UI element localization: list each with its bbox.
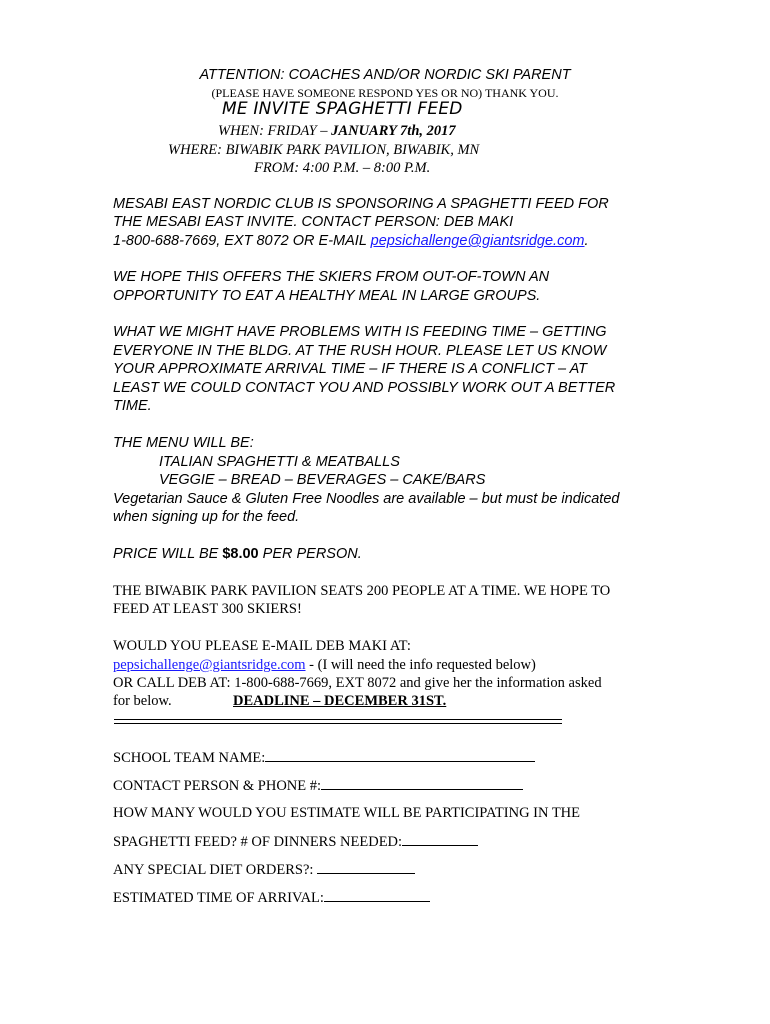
from-line: FROM: 4:00 P.M. – 8:00 P.M. bbox=[254, 160, 431, 176]
intro-line-3-end: . bbox=[584, 233, 589, 249]
email-request-note: - (I will need the info requested below) bbox=[305, 657, 536, 673]
email-request-line-3: OR CALL DEB AT: 1-800-688-7669, EXT 8072 and give her the information asked bbox=[113, 675, 602, 691]
email-request-line-4: for below. bbox=[113, 693, 172, 709]
intro-line-2: THE MESABI EAST INVITE. CONTACT PERSON: DEB MAKI bbox=[113, 214, 514, 230]
intro-line-3-text: 1-800-688-7669, EXT 8072 OR E-MAIL bbox=[113, 233, 371, 249]
diet-blank[interactable] bbox=[317, 860, 415, 874]
team-name-blank[interactable] bbox=[265, 748, 535, 762]
dinners-label: SPAGHETTI FEED? # OF DINNERS NEEDED: bbox=[113, 834, 403, 850]
menu-item-veggie: VEGGIE – BREAD – BEVERAGES – CAKE/BARS bbox=[159, 472, 486, 488]
problems-line-3: YOUR APPROXIMATE ARRIVAL TIME – IF THERE IS A CONFLICT – AT bbox=[113, 361, 588, 377]
arrival-blank[interactable] bbox=[324, 888, 430, 902]
arrival-label: ESTIMATED TIME OF ARRIVAL: bbox=[113, 890, 324, 906]
price-amount: $8.00 bbox=[222, 546, 259, 562]
menu-heading: THE MENU WILL BE: bbox=[113, 435, 254, 451]
team-name-label: SCHOOL TEAM NAME: bbox=[113, 750, 266, 766]
pavilion-line-2: FEED AT LEAST 300 SKIERS! bbox=[113, 601, 302, 617]
diet-row bbox=[113, 860, 415, 879]
deadline: DEADLINE – DECEMBER 31ST. bbox=[233, 693, 447, 709]
diet-label: ANY SPECIAL DIET ORDERS?: bbox=[113, 862, 318, 878]
estimate-question-1: HOW MANY WOULD YOU ESTIMATE WILL BE PARTICIPATING IN THE bbox=[113, 805, 581, 821]
price-line bbox=[113, 545, 362, 563]
respond-note: (PLEASE HAVE SOMEONE RESPOND YES OR NO) THANK YOU. bbox=[211, 86, 559, 100]
contact-label: CONTACT PERSON & PHONE #: bbox=[113, 778, 322, 794]
intro-line-3 bbox=[113, 232, 589, 250]
price-suffix: PER PERSON. bbox=[258, 546, 362, 562]
problems-line-1: WHAT WE MIGHT HAVE PROBLEMS WITH IS FEEDING TIME – GETTING bbox=[113, 324, 607, 340]
problems-line-2: EVERYONE IN THE BLDG. AT THE RUSH HOUR. PLEASE LET US KNOW bbox=[113, 343, 607, 359]
intro-line-1: MESABI EAST NORDIC CLUB IS SPONSORING A SPAGHETTI FEED FOR bbox=[113, 196, 609, 212]
hope-line-2: OPPORTUNITY TO EAT A HEALTHY MEAL IN LARGE GROUPS. bbox=[113, 288, 541, 304]
intro-email-link[interactable]: pepsichallenge@giantsridge.com bbox=[370, 233, 585, 249]
pavilion-line-1: THE BIWABIK PARK PAVILION SEATS 200 PEOPLE AT A TIME. WE HOPE TO bbox=[113, 583, 611, 599]
when-line bbox=[218, 122, 456, 140]
menu-note-2: when signing up for the feed. bbox=[113, 509, 300, 525]
arrival-row bbox=[113, 888, 430, 907]
when-label: WHEN: FRIDAY – bbox=[218, 123, 332, 139]
email-request-line-1: WOULD YOU PLEASE E-MAIL DEB MAKI AT: bbox=[113, 638, 411, 654]
menu-item-spaghetti: ITALIAN SPAGHETTI & MEATBALLS bbox=[159, 454, 400, 470]
attention-line: ATTENTION: COACHES AND/OR NORDIC SKI PARENT bbox=[199, 67, 571, 83]
contact-row bbox=[113, 776, 523, 795]
hope-line-1: WE HOPE THIS OFFERS THE SKIERS FROM OUT-OF-TOWN AN bbox=[113, 269, 550, 285]
double-rule-divider bbox=[114, 719, 562, 724]
page-title: ME INVITE SPAGHETTI FEED bbox=[222, 99, 463, 119]
request-email-link[interactable]: pepsichallenge@giantsridge.com bbox=[113, 657, 306, 673]
where-line: WHERE: BIWABIK PARK PAVILION, BIWABIK, MN bbox=[168, 142, 480, 158]
contact-blank[interactable] bbox=[321, 776, 523, 790]
dinners-row bbox=[113, 832, 478, 851]
when-date: JANUARY 7th, 2017 bbox=[331, 123, 456, 139]
problems-line-5: TIME. bbox=[113, 398, 152, 414]
team-name-row bbox=[113, 748, 535, 767]
email-request-line-2 bbox=[113, 656, 536, 674]
problems-line-4: LEAST WE COULD CONTACT YOU AND POSSIBLY WORK OUT A BETTER bbox=[113, 380, 616, 396]
price-prefix: PRICE WILL BE bbox=[113, 546, 223, 562]
dinners-blank[interactable] bbox=[402, 832, 478, 846]
menu-note-1: Vegetarian Sauce & Gluten Free Noodles are available – but must be indicated bbox=[113, 491, 620, 507]
